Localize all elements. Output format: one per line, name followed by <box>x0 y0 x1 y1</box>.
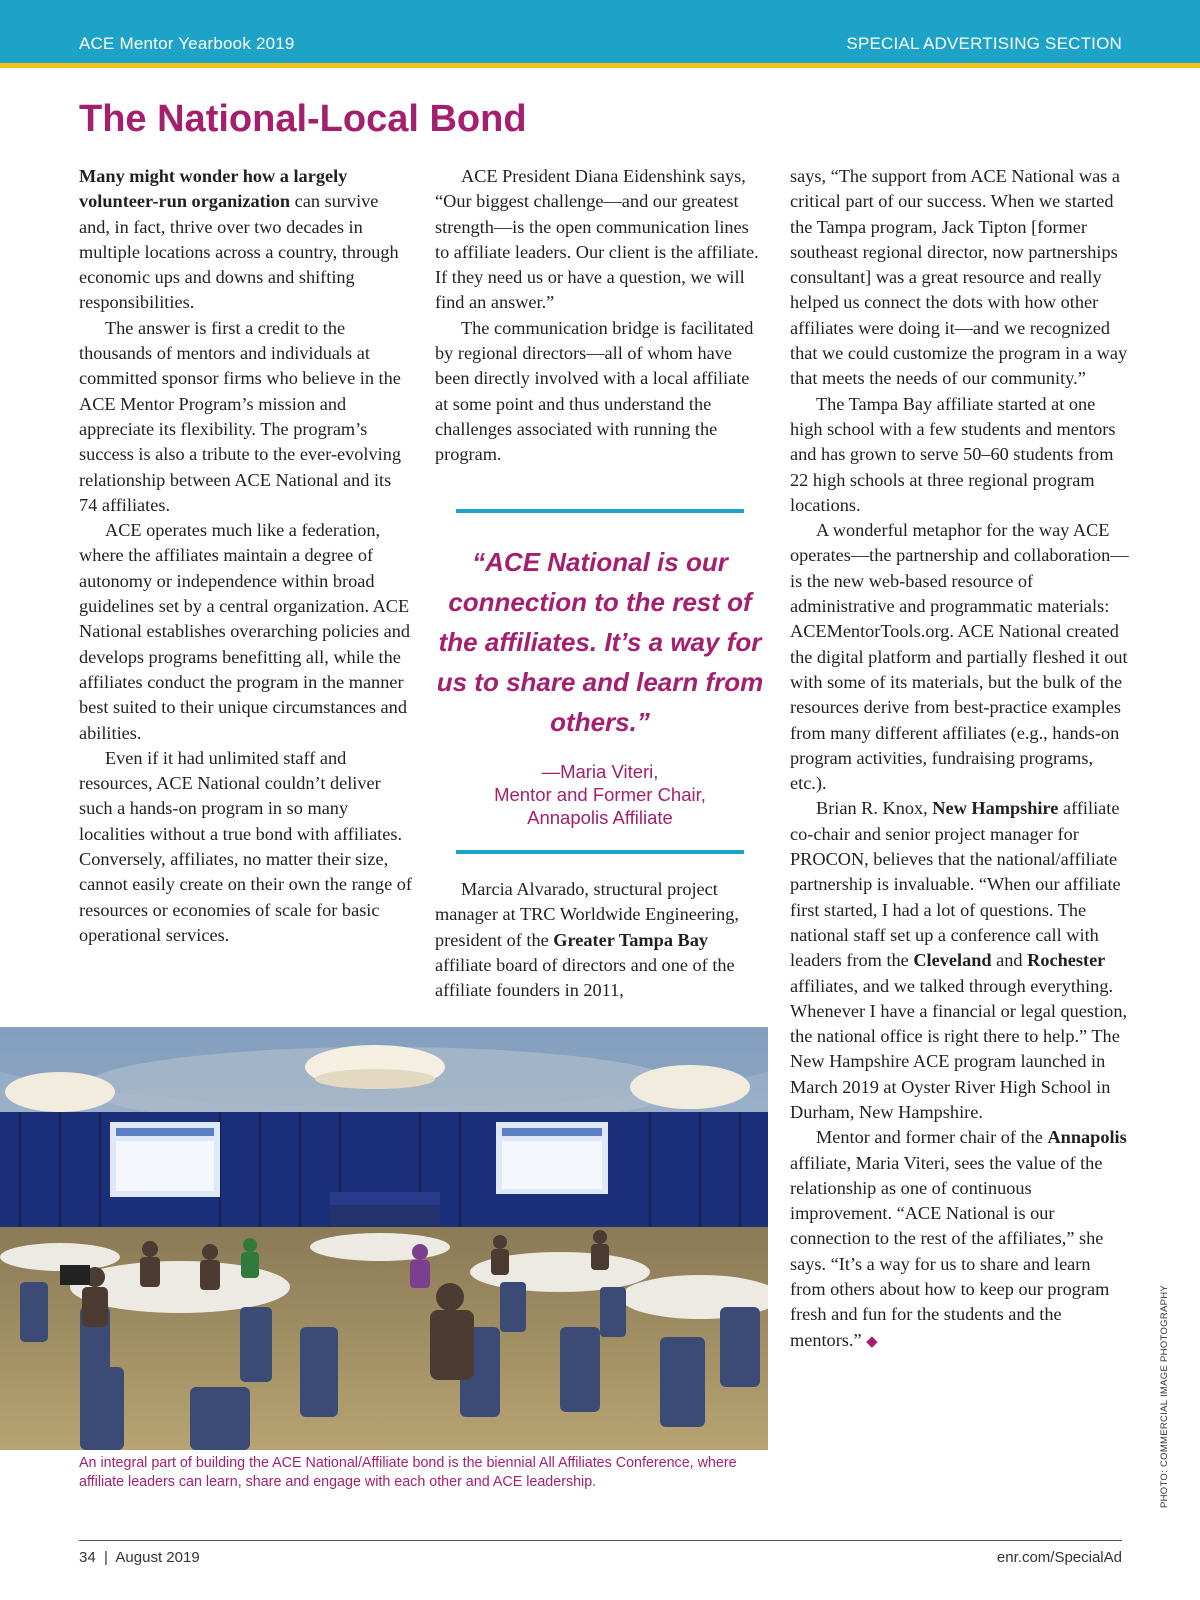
section-label: SPECIAL ADVERTISING SECTION <box>846 34 1122 53</box>
paragraph: The answer is first a credit to the thousands of mentors and individuals at committed sponsor firms who believe in the ACE Mentor Program’s mission and appreciate its flexibility. The program’s success is also a tribute to the ever-evolving relationship between ACE National and its 74 affiliates. <box>79 317 402 515</box>
paragraph: Many might wonder how a largely volunteer-run organization can survive and, in fact, thrive over two decades in multiple locations across a country, through economic ups and downs and shifting responsibilities. <box>79 166 399 313</box>
paragraph: ACE President Diana Eidenshink says, “Our biggest challenge—and our greatest strength—is the open communication lines to affiliate leaders. Our client is the affiliate. If they need us or have a question, we will find an answer.” <box>435 166 759 313</box>
article-column-3 <box>790 164 1130 1355</box>
photo-credit: PHOTO: COMMERCIAL IMAGE PHOTOGRAPHY <box>1159 1284 1170 1508</box>
conference-photo <box>0 1027 768 1450</box>
paragraph: Mentor and former chair of the Annapolis affiliate, Maria Viteri, sees the value of the relationship as one of continuous improvement. “ACE National is our connection to the rest of the affiliates,” she says. “It’s a way for us to share and learn from others about how to keep our program fresh and fun for the students and the mentors.” ◆ <box>790 1127 1127 1350</box>
paragraph: says, “The support from ACE National was a critical part of our success. When we started the Tampa program, Jack Tipton [former southeast regional director, now partnerships consultant] was a great resource and really helped us connect the dots with how other affiliates were doing it—and we recognized that we could customize the program in a way that meets the needs of our community.” <box>790 166 1128 389</box>
paragraph: Even if it had unlimited staff and resources, ACE National couldn’t deliver such a hands-on program in so many localities without a true bond with affiliates. Conversely, affiliates, no matter their size, cannot easily create on their own the range of resources or economies of scale for basic operational services. <box>79 747 412 945</box>
photo-caption: An integral part of building the ACE National/Affiliate bond is the biennial All Affiliates Conference, where affiliate leaders can learn, share and engage with each other and ACE leadership. <box>79 1455 737 1490</box>
footer-link[interactable]: enr.com/SpecialAd <box>996 1549 1122 1566</box>
paragraph: ACE operates much like a federation, where the affiliates maintain a degree of autonomy or independence within broad guidelines set by a central organization. ACE National establishes overarching policies and develops programs benefitting all, while the affiliates conduct the program in the manner best suited to their unique circumstances and abilities. <box>79 520 410 743</box>
end-mark-icon: ◆ <box>866 1333 878 1350</box>
pull-quote-rule-bottom <box>456 850 744 854</box>
article-column-2-continued <box>435 877 765 1003</box>
footer-divider <box>79 1540 1122 1541</box>
paragraph: A wonderful metaphor for the way ACE operates—the partnership and collaboration—is the new web-based resource of administrative and programmatic materials: ACEMentorTools.org. ACE National created the digital platform and partially fleshed it out with some of its materials, but the bulk of the resources derive from best-practice examples from many different affiliates (e.g., hands-on program activities, fundraising programs, etc.). <box>790 520 1129 794</box>
paragraph: The communication bridge is facilitated by regional directors—all of whom have been directly involved with a local affiliate at some point and thus understand the challenges associated with running the program. <box>435 317 754 465</box>
article-column-1 <box>79 164 412 948</box>
pull-quote: “ACE National is our connection to the rest of the affiliates. It’s a way for us to share and learn from others.” <box>436 547 764 737</box>
pull-quote-rule-top <box>456 509 744 513</box>
article-title: The National-Local Bond <box>79 98 527 140</box>
paragraph: Brian R. Knox, New Hampshire affiliate co-chair and senior project manager for PROCON, believes that the national/affiliate partnership is invaluable. “When our affiliate first started, I had a lot of questions. The national staff set up a conference call with leaders from the Cleveland and Rochester affiliates, and we talked through everything. Whenever I have a financial or legal question, the national office is right there to help.” The New Hampshire ACE program launched in March 2019 at Oyster River High School in Durham, New Hampshire. <box>790 798 1128 1122</box>
paragraph: Marcia Alvarado, structural project manager at TRC Worldwide Engineering, president of the Greater Tampa Bay affiliate board of directors and one of the affiliate founders in 2011, <box>435 879 739 1001</box>
page-header <box>0 0 1200 68</box>
lead-in: Many might wonder how a largely volunteer-run organization <box>79 166 348 212</box>
paragraph: The Tampa Bay affiliate started at one high school with a few students and mentors and has grown to serve 50–60 students from 22 high schools at three regional program locations. <box>790 393 1116 515</box>
article-column-2 <box>435 164 765 468</box>
page-number-date: 34 | August 2019 <box>79 1549 200 1566</box>
publication-name: ACE Mentor Yearbook 2019 <box>79 34 295 53</box>
pull-quote-attribution: —Maria Viteri, Mentor and Former Chair, Annapolis Affiliate <box>494 761 706 828</box>
